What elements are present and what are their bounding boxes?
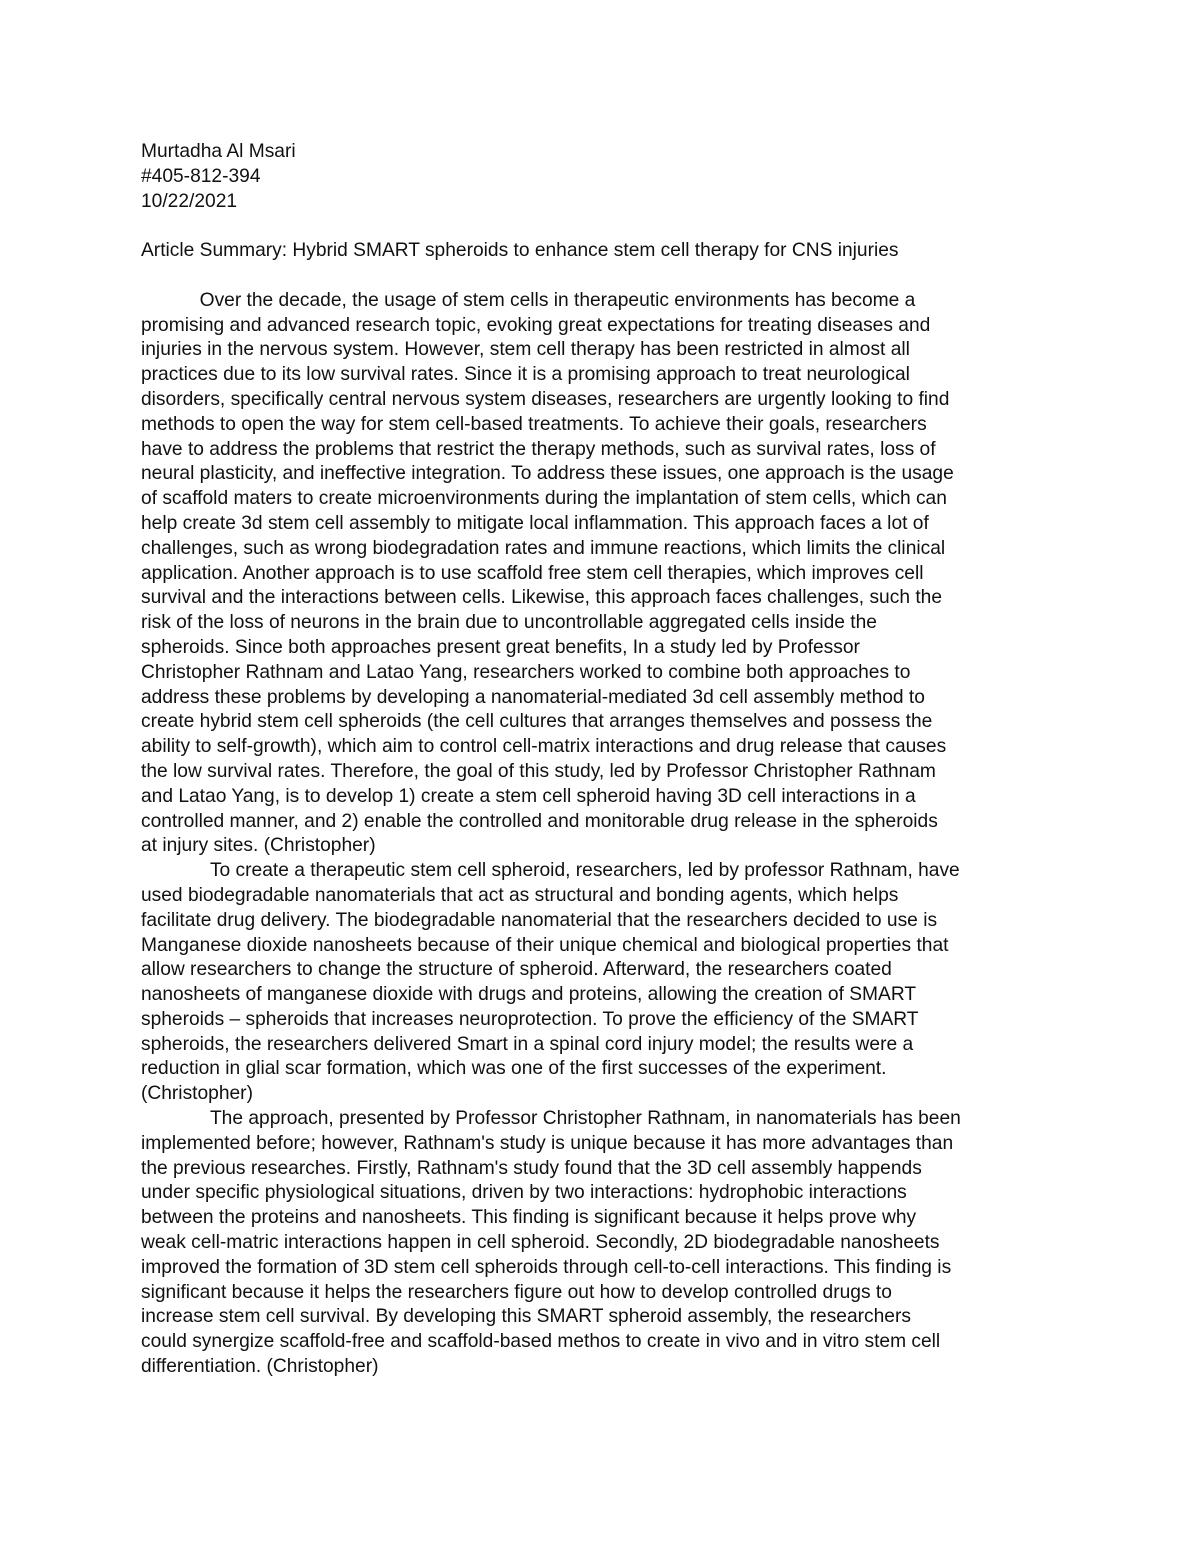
paragraph-line: promising and advanced research topic, evoking great expectations for treating diseases and xyxy=(141,314,931,336)
paragraph-line: of scaffold maters to create microenvironments during the implantation of stem cells, which can xyxy=(141,488,947,510)
document-body xyxy=(141,289,1061,1380)
paragraph-line: create hybrid stem cell spheroids (the cell cultures that arranges themselves and possess the xyxy=(141,711,933,733)
paragraph-line: between the proteins and nanosheets. This finding is significant because it helps prove why xyxy=(141,1207,917,1229)
document-date: 10/22/2021 xyxy=(141,190,238,212)
paragraph-line: facilitate drug delivery. The biodegradable nanomaterial that the researchers decided to use is xyxy=(141,909,938,931)
paragraph-line: nanosheets of manganese dioxide with drugs and proteins, allowing the creation of SMART xyxy=(141,984,917,1006)
paragraph-line: reduction in glial scar formation, which was one of the first successes of the experiment. xyxy=(141,1058,887,1080)
paragraph-line: challenges, such as wrong biodegradation rates and immune reactions, which limits the clinical xyxy=(141,537,946,559)
paragraph-line: Manganese dioxide nanosheets because of their unique chemical and biological properties that xyxy=(141,934,949,956)
paragraph-line: significant because it helps the researchers figure out how to develop controlled drugs to xyxy=(141,1281,892,1303)
paragraph-line: the low survival rates. Therefore, the goal of this study, led by Professor Christopher Rathnam xyxy=(141,760,936,782)
paragraph-line: spheroids – spheroids that increases neuroprotection. To prove the efficiency of the SMART xyxy=(141,1008,919,1030)
paragraph-line: (Christopher) xyxy=(141,1083,253,1105)
student-id: #405-812-394 xyxy=(141,165,261,187)
paragraph-line: implemented before; however, Rathnam's study is unique because it has more advantages than xyxy=(141,1132,954,1154)
paragraph-line: controlled manner, and 2) enable the controlled and monitorable drug release in the spheroids xyxy=(141,810,938,832)
body-paragraph xyxy=(141,289,1061,859)
paragraph-line: neural plasticity, and ineffective integration. To address these issues, one approach is the usage xyxy=(141,463,954,485)
body-paragraph xyxy=(141,1107,1061,1380)
paragraph-line: have to address the problems that restrict the therapy methods, such as survival rates, loss of xyxy=(141,438,936,460)
paragraph-line: practices due to its low survival rates. Since it is a promising approach to treat neurological xyxy=(141,364,910,386)
author-name: Murtadha Al Msari xyxy=(141,141,296,162)
header-block xyxy=(141,140,1061,214)
paragraph-line: and Latao Yang, is to develop 1) create a stem cell spheroid having 3D cell interactions in a xyxy=(141,785,916,807)
paragraph-line: used biodegradable nanomaterials that act as structural and bonding agents, which helps xyxy=(141,884,899,906)
paragraph-line: improved the formation of 3D stem cell spheroids through cell-to-cell interactions. This finding is xyxy=(141,1256,952,1278)
paragraph-line: application. Another approach is to use scaffold free stem cell therapies, which improves cell xyxy=(141,562,924,584)
paragraph-line: differentiation. (Christopher) xyxy=(141,1356,379,1378)
paragraph-line: address these problems by developing a nanomaterial-mediated 3d cell assembly method to xyxy=(141,686,925,708)
paragraph-line: Over the decade, the usage of stem cells in therapeutic environments has become a xyxy=(141,289,916,311)
paragraph-line: injuries in the nervous system. However, stem cell therapy has been restricted in almost all xyxy=(141,339,910,361)
paragraph-line: spheroids, the researchers delivered Smart in a spinal cord injury model; the results were a xyxy=(141,1033,914,1055)
paragraph-line: allow researchers to change the structure of spheroid. Afterward, the researchers coated xyxy=(141,959,892,981)
paragraph-line: could synergize scaffold-free and scaffold-based methos to create in vivo and in vitro stem cell xyxy=(141,1331,941,1353)
document-title: Article Summary: Hybrid SMART spheroids to enhance stem cell therapy for CNS injuries xyxy=(141,240,899,262)
paragraph-line: survival and the interactions between cells. Likewise, this approach faces challenges, such the xyxy=(141,587,942,609)
paragraph-line: increase stem cell survival. By developing this SMART spheroid assembly, the researchers xyxy=(141,1306,911,1328)
paragraph-line: risk of the loss of neurons in the brain due to uncontrollable aggregated cells inside the xyxy=(141,612,877,634)
paragraph-line: methods to open the way for stem cell-based treatments. To achieve their goals, researchers xyxy=(141,413,927,435)
paragraph-line: disorders, specifically central nervous system diseases, researchers are urgently looking to find xyxy=(141,388,950,410)
paragraph-line: at injury sites. (Christopher) xyxy=(141,835,376,857)
paragraph-line: To create a therapeutic stem cell spheroid, researchers, led by professor Rathnam, have xyxy=(141,860,960,882)
paragraph-line: Christopher Rathnam and Latao Yang, researchers worked to combine both approaches to xyxy=(141,661,911,683)
paragraph-line: The approach, presented by Professor Christopher Rathnam, in nanomaterials has been xyxy=(141,1108,961,1130)
paragraph-line: ability to self-growth), which aim to control cell-matrix interactions and drug release that causes xyxy=(141,736,947,758)
paragraph-line: under specific physiological situations, driven by two interactions: hydrophobic interactions xyxy=(141,1182,907,1204)
body-paragraph xyxy=(141,859,1061,1107)
paragraph-line: spheroids. Since both approaches present great benefits, In a study led by Professor xyxy=(141,636,860,658)
paragraph-line: help create 3d stem cell assembly to mitigate local inflammation. This approach faces a lot of xyxy=(141,512,929,534)
paragraph-line: the previous researches. Firstly, Rathnam's study found that the 3D cell assembly happends xyxy=(141,1157,922,1179)
document-page xyxy=(141,140,1061,1380)
paragraph-line: weak cell-matric interactions happen in cell spheroid. Secondly, 2D biodegradable nanosheets xyxy=(141,1232,940,1254)
